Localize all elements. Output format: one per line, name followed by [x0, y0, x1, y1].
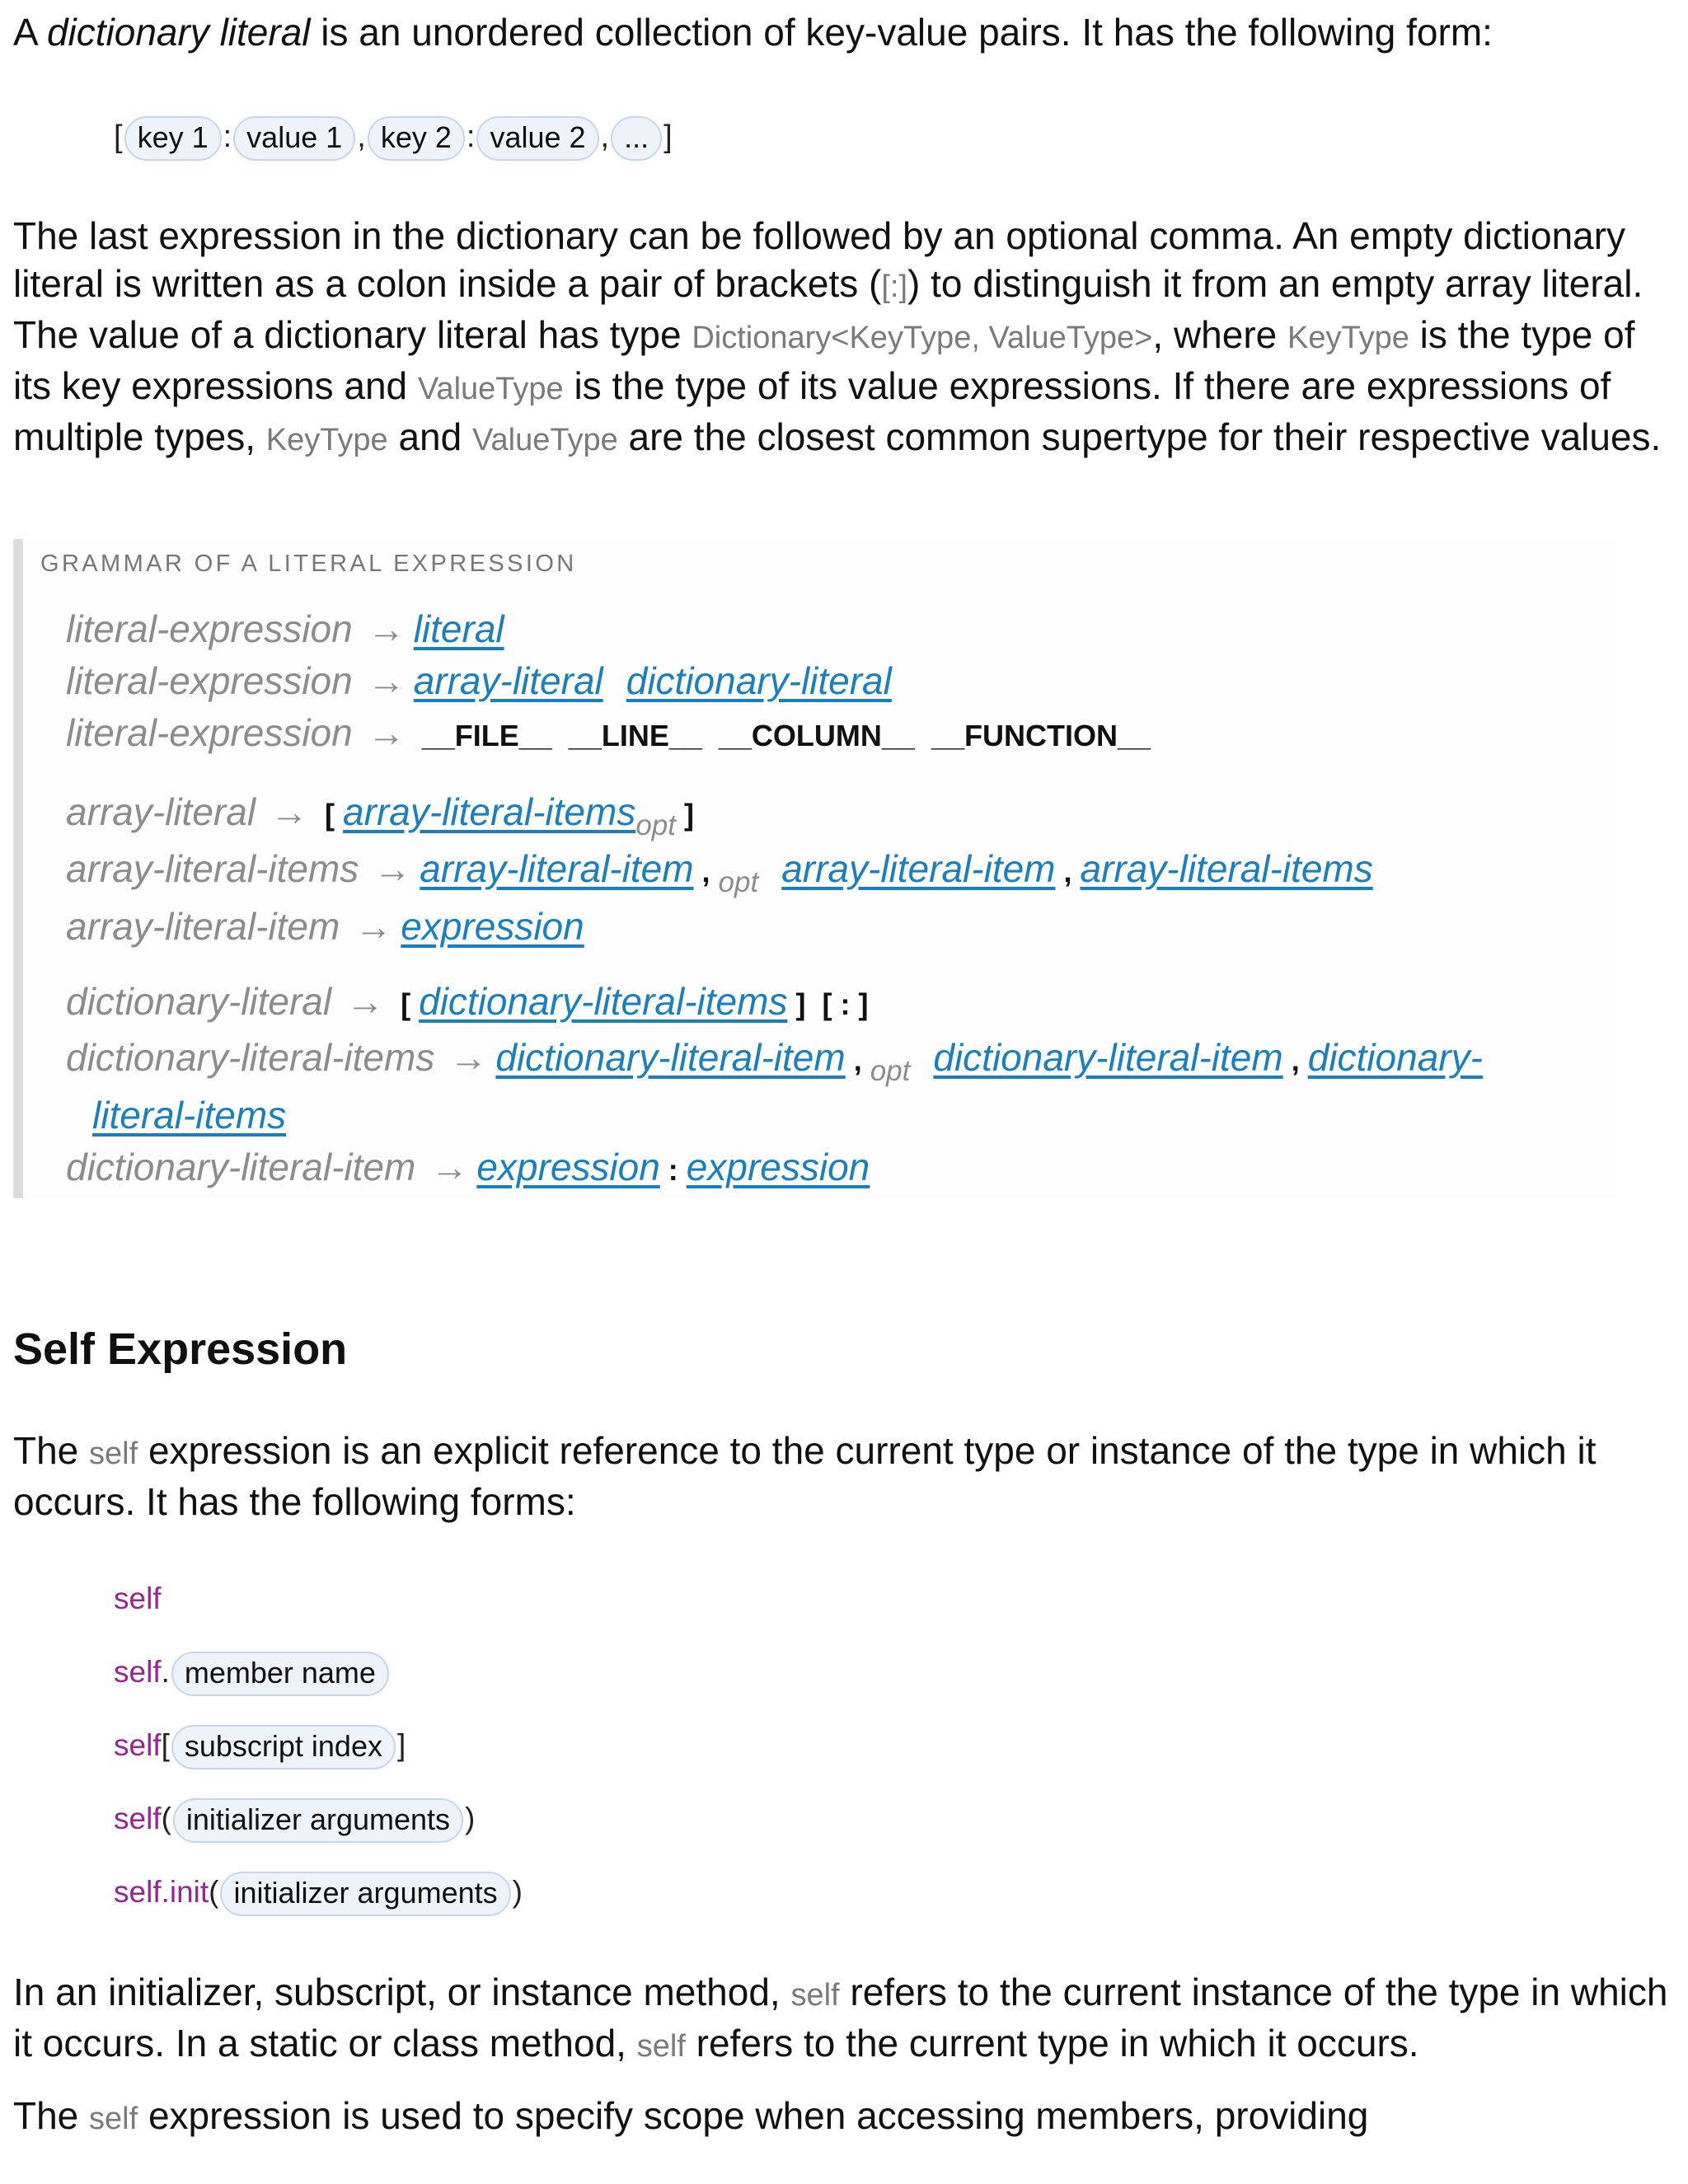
placeholder-member-name: member name [171, 1652, 389, 1696]
keyword-self: self [114, 1655, 162, 1689]
placeholder-subscript-index: subscript index [171, 1725, 396, 1769]
placeholder-ellipsis: ... [611, 116, 662, 161]
link-array-literal-items[interactable]: array-literal-items [1080, 847, 1373, 890]
text: , where [1152, 313, 1288, 356]
text: The [13, 1429, 90, 1472]
terminal-rbracket: ] [795, 987, 806, 1021]
link-expression[interactable]: expression [401, 905, 584, 948]
rule-lhs: array-literal-item [66, 905, 340, 948]
inline-code: KeyType [1287, 321, 1409, 355]
terminal-lbracket: [ [325, 798, 335, 832]
syntax-close-bracket: ] [663, 120, 673, 154]
dictionary-literal-syntax [114, 114, 673, 161]
link-array-literal-items[interactable]: array-literal-items [343, 790, 636, 833]
syntax-comma: , [357, 120, 366, 154]
optional-marker: opt [870, 1055, 911, 1087]
syntax-colon: : [466, 120, 476, 154]
grammar-rule [66, 710, 1159, 755]
self-form [114, 1869, 523, 1916]
intro-text: A [13, 11, 47, 54]
arrow-icon: → [354, 905, 393, 948]
arrow-icon: → [367, 711, 406, 754]
self-intro-paragraph [13, 1427, 1670, 1526]
inline-code: [:] [881, 269, 908, 304]
grammar-rule [66, 846, 1373, 898]
terminal-line: __LINE__ [568, 719, 702, 752]
form-punct: ] [396, 1728, 406, 1762]
terminal-column: __COLUMN__ [718, 719, 915, 752]
rule-lhs: literal-expression [66, 659, 353, 702]
intro-paragraph [13, 8, 1670, 56]
terminal-rbracket: ] [683, 798, 694, 832]
rule-lhs: literal-expression [66, 711, 353, 754]
arrow-icon: → [367, 659, 406, 702]
self-scope-paragraph [13, 2092, 1670, 2143]
keyword-self: self [114, 1728, 162, 1762]
keyword-self: self [114, 1582, 162, 1615]
arrow-icon: → [430, 1146, 469, 1188]
text: In an initializer, subscript, or instance method, [13, 1971, 791, 2013]
self-form [114, 1796, 475, 1843]
text: refers to the current type in which it occurs. [685, 2022, 1419, 2064]
terminal-file: __FILE__ [421, 719, 552, 752]
terminal-comma: , [853, 1043, 862, 1077]
arrow-icon: → [346, 980, 385, 1023]
placeholder-initializer-arguments: initializer arguments [220, 1872, 510, 1916]
grammar-rule [66, 1145, 870, 1189]
link-array-literal[interactable]: array-literal [413, 659, 603, 702]
grammar-rule [66, 658, 892, 703]
text: refers to the current instance of the type in which it occurs. In a static or class method, [13, 1971, 1668, 2064]
text: ) to distinguish it from an empty array literal. The value of a dictionary literal has type [13, 262, 1643, 356]
self-usage-paragraph [13, 1968, 1670, 2070]
form-punct: [ [161, 1728, 170, 1762]
inline-code: ValueType [417, 372, 564, 406]
arrow-icon: → [270, 790, 309, 833]
terminal-comma: , [1291, 1043, 1300, 1077]
grammar-rule-continuation [92, 1093, 286, 1137]
link-array-literal-item[interactable]: array-literal-item [420, 847, 694, 890]
terminal-function: __FUNCTION__ [931, 719, 1151, 752]
arrow-icon: → [449, 1036, 488, 1079]
placeholder-initializer-arguments: initializer arguments [173, 1798, 463, 1843]
link-dictionary-literal-item[interactable]: dictionary-literal-item [495, 1036, 846, 1079]
arrow-icon: → [367, 607, 406, 650]
link-dictionary-literal-items[interactable]: literal-items [92, 1094, 287, 1137]
keyword-self-init: self.init [114, 1875, 209, 1909]
form-punct: ( [209, 1875, 219, 1909]
self-form [114, 1649, 391, 1696]
text: are the closest common supertype for their respective values. [617, 415, 1662, 458]
self-form [114, 1576, 162, 1622]
grammar-title: GRAMMAR OF A LITERAL EXPRESSION [40, 551, 577, 577]
arrow-icon: → [373, 847, 412, 890]
text: The last expression in the dictionary can be followed by an optional comma. An empty dictionary literal is written as a colon inside a pair of brackets ( [13, 214, 1626, 305]
inline-code: self [790, 1978, 840, 2013]
link-expression[interactable]: expression [476, 1146, 660, 1188]
rule-lhs: array-literal-items [66, 847, 359, 890]
terminal-comma: , [1063, 855, 1072, 888]
text: is the type of its value expressions. If there are expressions of multiple types, [13, 364, 1611, 458]
inline-code: self [636, 2029, 686, 2064]
form-punct: . [161, 1655, 170, 1689]
text: and [387, 415, 472, 458]
text: expression is an explicit reference to the current type or instance of the type in which it occurs. It has the following forms: [13, 1429, 1597, 1523]
placeholder-key-1: key 1 [124, 116, 222, 161]
link-literal[interactable]: literal [413, 607, 504, 650]
self-form [114, 1722, 406, 1769]
grammar-rule [66, 1035, 1483, 1087]
form-punct: ( [161, 1802, 171, 1835]
grammar-rule [66, 904, 584, 949]
rule-lhs: dictionary-literal-item [66, 1146, 416, 1188]
inline-code: ValueType [471, 423, 618, 457]
placeholder-key-2: key 2 [368, 116, 465, 161]
rule-lhs: dictionary-literal-items [66, 1036, 435, 1079]
syntax-open-bracket: [ [114, 120, 123, 154]
text: expression is used to specify scope when accessing members, providing [138, 2094, 1369, 2137]
terminal-colon: : [668, 1153, 678, 1187]
inline-code: KeyType [265, 423, 388, 457]
rule-lhs: array-literal [66, 790, 256, 833]
optional-marker: opt [635, 809, 676, 841]
placeholder-value-1: value 1 [233, 116, 355, 161]
terminal-empty-dictionary: [ : ] [822, 987, 869, 1021]
text: The [13, 2094, 90, 2137]
keyword-self: self [114, 1802, 162, 1835]
inline-code: Dictionary<KeyType, ValueType> [692, 321, 1153, 355]
form-punct: ) [512, 1875, 523, 1909]
section-heading: Self Expression [13, 1324, 348, 1374]
text: is the type of its key expressions and [13, 313, 1635, 407]
link-dictionary-literal-items[interactable]: dictionary- [1307, 1036, 1483, 1079]
terminal-lbracket: [ [401, 987, 411, 1021]
form-punct: ) [465, 1802, 476, 1835]
intro-term: dictionary literal [46, 11, 311, 54]
inline-code: self [89, 1436, 138, 1471]
inline-code: self [89, 2102, 138, 2136]
link-dictionary-literal-item[interactable]: dictionary-literal-item [933, 1036, 1283, 1079]
rule-lhs: literal-expression [66, 607, 353, 650]
link-dictionary-literal[interactable]: dictionary-literal [626, 659, 892, 702]
syntax-colon: : [223, 120, 232, 154]
grammar-rule [66, 979, 876, 1024]
syntax-comma: , [600, 120, 610, 154]
grammar-rule [66, 790, 702, 841]
rule-lhs: dictionary-literal [66, 980, 332, 1023]
optional-marker: opt [718, 866, 759, 898]
link-expression[interactable]: expression [686, 1146, 870, 1188]
placeholder-value-2: value 2 [476, 116, 598, 161]
dictionary-description-paragraph [13, 212, 1670, 464]
terminal-comma: , [701, 855, 710, 888]
link-array-literal-item[interactable]: array-literal-item [781, 847, 1056, 890]
intro-text-rest: is an unordered collection of key-value pairs. It has the following form: [310, 11, 1493, 54]
link-dictionary-literal-items[interactable]: dictionary-literal-items [419, 980, 788, 1023]
grammar-rule [66, 607, 504, 651]
